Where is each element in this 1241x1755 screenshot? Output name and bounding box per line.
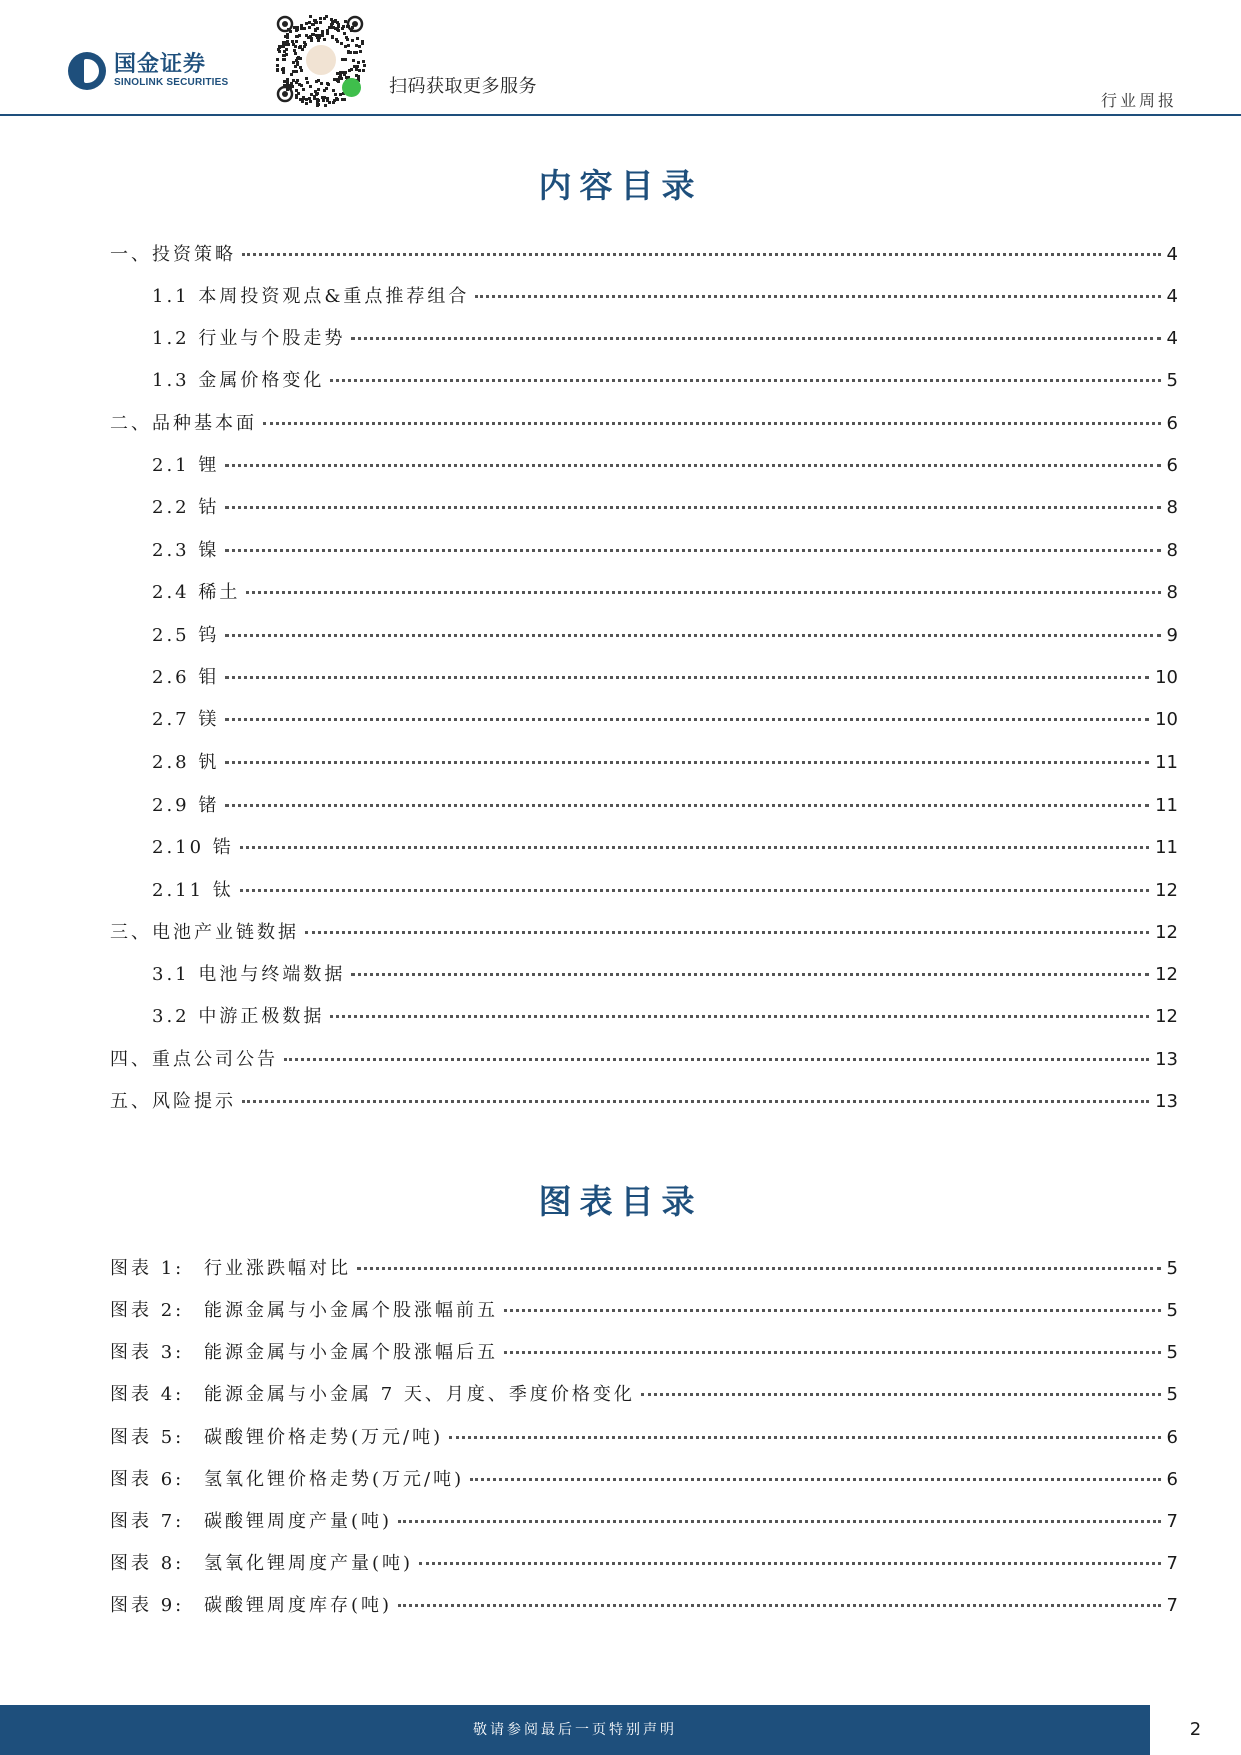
qr-dot	[316, 34, 319, 37]
qr-dot	[290, 73, 293, 76]
qr-dot	[292, 61, 295, 64]
page-header	[0, 0, 1241, 116]
figure-title: 行业涨跌幅对比	[204, 1258, 351, 1279]
toc-item-label: 2.10 锆	[152, 837, 234, 858]
figures-title: 图表目录	[538, 1182, 703, 1221]
qr-dot	[333, 99, 336, 102]
toc-item-label: 2.3 镍	[152, 540, 220, 561]
figure-page: 5	[1166, 1384, 1178, 1405]
qr-dot	[317, 39, 320, 42]
qr-dot	[282, 42, 285, 45]
qr-dot	[358, 69, 361, 72]
qr-dot	[291, 85, 294, 88]
toc-item[interactable]	[152, 833, 1178, 857]
qr-dot	[309, 100, 312, 103]
qr-finder-dot	[282, 91, 288, 97]
scan-prompt: 扫码获取更多服务	[389, 76, 537, 97]
toc-item[interactable]	[152, 282, 1178, 306]
figure-number: 图表 3:	[110, 1342, 185, 1363]
qr-dot	[296, 79, 299, 82]
qr-dot	[347, 44, 350, 47]
toc-item-page: 12	[1155, 922, 1178, 943]
qr-dot	[339, 71, 342, 74]
qr-dot	[340, 42, 343, 45]
qr-dot	[321, 96, 324, 99]
toc-leader	[225, 676, 1149, 679]
qr-dot	[334, 19, 337, 22]
qr-dot	[326, 29, 329, 32]
logo-name-en: SINOLINK SECURITIES	[114, 77, 229, 88]
qr-dot	[339, 74, 342, 77]
toc-leader	[504, 1351, 1161, 1354]
toc-leader	[470, 1478, 1160, 1481]
qr-dot	[346, 38, 349, 41]
qr-dot	[363, 64, 366, 67]
toc-leader	[263, 422, 1161, 425]
toc-item[interactable]	[152, 621, 1178, 645]
qr-dot	[286, 33, 289, 36]
qr-dot	[356, 65, 359, 68]
toc-item-label: 三、电池产业链数据	[110, 922, 299, 943]
toc-item[interactable]	[152, 451, 1178, 475]
toc-item[interactable]	[152, 578, 1178, 602]
qr-dot	[297, 92, 300, 95]
toc-item[interactable]	[152, 324, 1178, 348]
qr-dot	[305, 98, 308, 101]
toc-leader	[330, 1015, 1149, 1018]
qr-dot	[303, 27, 306, 30]
qr-dot	[312, 33, 315, 36]
qr-dot	[339, 93, 342, 96]
qr-dot	[355, 74, 358, 77]
toc-item[interactable]	[152, 705, 1178, 729]
toc-item-page: 8	[1166, 497, 1178, 518]
qr-dot	[308, 97, 311, 100]
qr-dot	[282, 58, 285, 61]
figure-item[interactable]	[110, 1465, 1178, 1489]
qr-dot	[290, 82, 293, 85]
qr-dot	[336, 72, 339, 75]
toc-leader	[419, 1562, 1161, 1565]
qr-dot	[282, 70, 285, 73]
toc-item-page: 12	[1155, 880, 1178, 901]
toc-item-page: 11	[1155, 837, 1178, 858]
toc-item-label: 2.8 钒	[152, 752, 220, 773]
toc-leader	[641, 1393, 1161, 1396]
figure-number: 图表 2:	[110, 1300, 185, 1321]
header-divider	[0, 114, 1241, 116]
toc-leader	[240, 846, 1149, 849]
toc-item-label: 3.2 中游正极数据	[152, 1006, 325, 1027]
qr-dot	[330, 23, 333, 26]
qr-dot	[286, 78, 289, 81]
toc-item-page: 11	[1155, 752, 1178, 773]
figure-item[interactable]	[110, 1380, 1178, 1404]
mini-program-icon	[342, 78, 361, 97]
report-type-label: 行业周报	[1100, 91, 1177, 110]
figure-number: 图表 5:	[110, 1427, 185, 1448]
figure-number: 图表 7:	[110, 1511, 185, 1532]
qr-dot	[308, 26, 311, 29]
qr-dot	[349, 51, 352, 54]
qr-dot	[321, 30, 324, 33]
company-logo	[68, 52, 228, 90]
toc-leader	[225, 549, 1160, 552]
qr-dot	[344, 71, 347, 74]
toc-item-label: 2.11 钛	[152, 880, 234, 901]
qr-dot	[344, 20, 347, 23]
qr-dot	[291, 40, 294, 43]
qr-dot	[355, 44, 358, 47]
toc-item-label: 二、品种基本面	[110, 413, 257, 434]
qr-dot	[308, 36, 311, 39]
qr-dot	[313, 19, 316, 22]
qr-dot	[317, 79, 320, 82]
figure-title: 氢氧化锂周度产量(吨)	[204, 1553, 414, 1574]
toc-item[interactable]	[152, 748, 1178, 772]
toc-leader	[449, 1436, 1160, 1439]
toc-item-page: 13	[1155, 1049, 1178, 1070]
toc-item-page: 4	[1166, 328, 1178, 349]
qr-dot	[278, 45, 281, 48]
qr-dot	[336, 79, 339, 82]
toc-item-page: 12	[1155, 964, 1178, 985]
qr-dot	[319, 17, 322, 20]
qr-dot	[299, 98, 302, 101]
qr-dot	[292, 79, 295, 82]
qr-dot	[336, 40, 339, 43]
qr-dot	[302, 97, 305, 100]
qr-dot	[355, 68, 358, 71]
toc-item-page: 8	[1166, 540, 1178, 561]
qr-dot	[351, 39, 354, 42]
toc-leader	[330, 379, 1160, 382]
toc-item[interactable]	[110, 409, 1178, 433]
toc-item-label: 五、风险提示	[110, 1091, 236, 1112]
qr-dot	[292, 70, 295, 73]
qr-dot	[300, 24, 303, 27]
qr-dot	[320, 82, 323, 85]
qr-dot	[317, 103, 320, 106]
qr-dot	[286, 40, 289, 43]
qr-dot	[302, 88, 305, 91]
qr-dot	[301, 48, 304, 51]
figure-item[interactable]	[110, 1254, 1178, 1278]
figure-item[interactable]	[110, 1591, 1178, 1615]
toc-item-page: 5	[1166, 370, 1178, 391]
toc-leader	[351, 337, 1160, 340]
toc-leader	[240, 889, 1149, 892]
qr-dot	[341, 98, 344, 101]
qr-dot	[309, 15, 312, 18]
figure-title: 碳酸锂周度产量(吨)	[204, 1511, 393, 1532]
qr-dot	[276, 69, 279, 72]
logo-text	[114, 53, 228, 89]
qr-dot	[341, 58, 344, 61]
qr-dot	[295, 59, 298, 62]
qr-dot	[299, 57, 302, 60]
qr-dot	[282, 54, 285, 57]
toc-item[interactable]	[110, 918, 1178, 942]
toc-title: 内容目录	[538, 166, 703, 205]
toc-leader	[242, 253, 1161, 256]
qr-dot	[286, 36, 289, 39]
qr-dot	[326, 99, 329, 102]
qr-dot	[314, 29, 317, 32]
qr-dot	[276, 64, 279, 67]
figure-page: 7	[1166, 1553, 1178, 1574]
qr-dot	[326, 32, 329, 35]
toc-item-page: 4	[1166, 286, 1178, 307]
qr-dot	[343, 32, 346, 35]
toc-leader	[225, 634, 1160, 637]
qr-dot	[277, 48, 280, 51]
toc-leader	[225, 464, 1160, 467]
toc-item-label: 1.1 本周投资观点&重点推荐组合	[152, 286, 470, 307]
figure-title: 能源金属与小金属个股涨幅后五	[204, 1342, 498, 1363]
qr-finder-dot	[352, 21, 358, 27]
figure-title: 能源金属与小金属个股涨幅前五	[204, 1300, 498, 1321]
toc-leader	[225, 761, 1149, 764]
page-footer	[0, 1705, 1241, 1755]
figure-item[interactable]	[110, 1507, 1178, 1531]
qr-dot	[295, 96, 298, 99]
logo-mark-icon	[68, 52, 106, 90]
qr-dot	[300, 27, 303, 30]
figure-title: 碳酸锂周度库存(吨)	[204, 1595, 393, 1616]
figure-page: 5	[1166, 1258, 1178, 1279]
figure-page: 6	[1166, 1469, 1178, 1490]
toc-item[interactable]	[152, 536, 1178, 560]
qr-dot	[344, 45, 347, 48]
qr-dot	[321, 33, 324, 36]
qr-dot	[359, 50, 362, 53]
qr-dot	[334, 93, 337, 96]
toc-item-label: 1.2 行业与个股走势	[152, 328, 346, 349]
qr-dot	[283, 50, 286, 53]
qr-dot	[362, 69, 365, 72]
toc-leader	[242, 1100, 1149, 1103]
figure-number: 图表 4:	[110, 1384, 185, 1405]
toc-leader	[357, 1267, 1161, 1270]
qr-dot	[344, 58, 347, 61]
qr-dot	[316, 92, 319, 95]
toc-leader	[225, 506, 1160, 509]
figure-page: 5	[1166, 1342, 1178, 1363]
qr-dot	[305, 22, 308, 25]
qr-dot	[350, 68, 353, 71]
qr-finder-dot	[282, 21, 288, 27]
toc-item-page: 11	[1155, 795, 1178, 816]
toc-item[interactable]	[152, 1002, 1178, 1026]
qr-dot	[352, 59, 355, 62]
qr-dot	[331, 36, 334, 39]
qr-dot	[299, 45, 302, 48]
toc-item-page: 12	[1155, 1006, 1178, 1027]
figure-number: 图表 6:	[110, 1469, 185, 1490]
toc-item-label: 3.1 电池与终端数据	[152, 964, 346, 985]
qr-dot	[295, 89, 298, 92]
qr-dot	[296, 63, 299, 66]
qr-dot	[295, 40, 298, 43]
toc-item-page: 6	[1166, 413, 1178, 434]
qr-dot	[294, 52, 297, 55]
toc-leader	[305, 931, 1149, 934]
qr-dot	[312, 23, 315, 26]
toc-leader	[225, 718, 1149, 721]
qr-dot	[319, 21, 322, 24]
qr-dot	[324, 104, 327, 107]
toc-leader	[398, 1604, 1161, 1607]
toc-item-label: 2.9 锗	[152, 795, 220, 816]
toc-item[interactable]	[152, 791, 1178, 815]
qr-dot	[340, 77, 343, 80]
toc-item-page: 8	[1166, 582, 1178, 603]
toc-leader	[246, 591, 1160, 594]
figure-page: 6	[1166, 1427, 1178, 1448]
toc-item-label: 2.7 镁	[152, 709, 220, 730]
toc-leader	[351, 973, 1149, 976]
qr-dot	[323, 17, 326, 20]
qr-dot	[298, 83, 301, 86]
qr-dot	[305, 77, 308, 80]
qr-dot	[332, 89, 335, 92]
qr-dot	[358, 45, 361, 48]
qr-dot	[316, 98, 319, 101]
qr-dot	[295, 35, 298, 38]
qr-dot	[303, 41, 306, 44]
toc-item-label: 四、重点公司公告	[110, 1049, 278, 1070]
figure-title: 能源金属与小金属 7 天、月度、季度价格变化	[204, 1384, 635, 1405]
figure-number: 图表 9:	[110, 1595, 185, 1616]
figure-item[interactable]	[110, 1549, 1178, 1573]
qr-dot	[283, 80, 286, 83]
logo-name-cn: 国金证券	[114, 52, 207, 77]
figure-page: 7	[1166, 1595, 1178, 1616]
toc-item[interactable]	[152, 366, 1178, 390]
qr-dot	[293, 49, 296, 52]
toc-item[interactable]	[152, 663, 1178, 687]
qr-dot	[308, 21, 311, 24]
qr-dot	[337, 23, 340, 26]
qr-dot	[323, 38, 326, 41]
qr-dot	[296, 26, 299, 29]
toc-item-label: 2.1 锂	[152, 455, 220, 476]
qr-dot	[357, 61, 360, 64]
qr-dot	[306, 81, 309, 84]
qr-dot	[353, 65, 356, 68]
toc-item[interactable]	[152, 960, 1178, 984]
figure-item[interactable]	[110, 1296, 1178, 1320]
figure-page: 7	[1166, 1511, 1178, 1532]
toc-leader	[504, 1309, 1161, 1312]
toc-leader	[475, 295, 1160, 298]
qr-dot	[337, 29, 340, 32]
qr-dot	[295, 70, 298, 73]
qr-dot	[309, 85, 312, 88]
figure-number: 图表 8:	[110, 1553, 185, 1574]
toc-leader	[284, 1058, 1149, 1061]
figure-number: 图表 1:	[110, 1258, 185, 1279]
toc-item[interactable]	[110, 1087, 1178, 1111]
qr-dot	[299, 66, 302, 69]
qr-dot	[341, 27, 344, 30]
qr-dot	[362, 60, 365, 63]
qr-dot	[330, 18, 333, 21]
qr-center-logo-icon	[304, 43, 338, 77]
qr-dot	[361, 40, 364, 43]
qr-dot	[305, 102, 308, 105]
qr-dot	[356, 37, 359, 40]
page-number: 2	[1189, 1719, 1202, 1740]
toc-item-label: 2.6 钼	[152, 667, 220, 688]
qr-dot	[286, 82, 289, 85]
qr-dot	[326, 82, 329, 85]
qr-dot	[310, 93, 313, 96]
toc-leader	[398, 1520, 1161, 1523]
toc-item-label: 2.4 稀土	[152, 582, 241, 603]
toc-item-label: 2.5 钨	[152, 625, 220, 646]
toc-item-page: 6	[1166, 455, 1178, 476]
toc-item-page: 10	[1155, 667, 1178, 688]
toc-item-label: 1.3 金属价格变化	[152, 370, 325, 391]
toc-item[interactable]	[152, 876, 1178, 900]
figure-item[interactable]	[110, 1338, 1178, 1362]
toc-item[interactable]	[152, 493, 1178, 517]
figure-item[interactable]	[110, 1423, 1178, 1447]
toc-item[interactable]	[110, 240, 1178, 264]
footer-notice: 敬请参阅最后一页特别声明	[473, 1722, 677, 1738]
qr-dot	[322, 99, 325, 102]
toc-item-page: 9	[1166, 625, 1178, 646]
figure-page: 5	[1166, 1300, 1178, 1321]
qr-dot	[276, 58, 279, 61]
qr-dot	[293, 26, 296, 29]
qr-dot	[317, 88, 320, 91]
figure-title: 氢氧化锂价格走势(万元/吨)	[204, 1469, 465, 1490]
qr-dot	[313, 97, 316, 100]
toc-item-label: 2.2 钴	[152, 497, 220, 518]
toc-item-page: 10	[1155, 709, 1178, 730]
qr-dot	[292, 43, 295, 46]
qr-dot	[325, 87, 328, 90]
qr-dot	[330, 26, 333, 29]
toc-item-label: 一、投资策略	[110, 244, 236, 265]
qr-code-icon[interactable]	[271, 10, 369, 108]
qr-dot	[336, 98, 339, 101]
toc-item-page: 4	[1166, 244, 1178, 265]
toc-item[interactable]	[110, 1045, 1178, 1069]
toc-item-page: 13	[1155, 1091, 1178, 1112]
figure-title: 碳酸锂价格走势(万元/吨)	[204, 1427, 444, 1448]
toc-leader	[225, 804, 1149, 807]
qr-dot	[300, 69, 303, 72]
qr-dot	[333, 78, 336, 81]
qr-dot	[353, 51, 356, 54]
